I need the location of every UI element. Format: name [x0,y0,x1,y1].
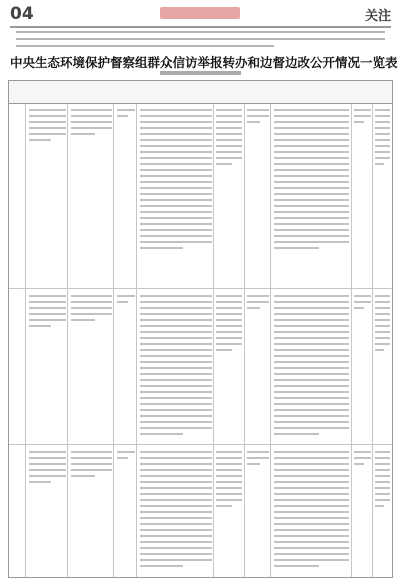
text-placeholder-line [71,319,96,321]
text-placeholder-line [375,109,390,111]
text-placeholder-line [140,421,212,423]
text-placeholder-line [216,469,242,471]
text-placeholder-line [274,553,350,555]
text-placeholder-line [216,475,242,477]
text-placeholder-line [140,547,212,549]
text-placeholder-line [216,151,242,153]
text-placeholder-line [375,301,390,303]
text-placeholder-line [71,469,112,471]
text-placeholder-line [375,463,390,465]
text-placeholder-line [29,139,52,141]
text-placeholder-line [354,307,364,309]
text-placeholder-line [140,349,212,351]
text-placeholder-line [274,139,350,141]
text-placeholder-line [274,457,350,459]
text-placeholder-line [29,121,67,123]
text-placeholder-line [216,115,242,117]
text-placeholder-line [29,451,67,453]
text-placeholder-line [140,427,212,429]
text-placeholder-line [274,175,350,177]
text-placeholder-line [216,307,242,309]
text-placeholder-line [140,565,183,567]
text-placeholder-line [216,499,242,501]
text-placeholder-line [71,127,112,129]
text-placeholder-line [29,109,67,111]
text-placeholder-line [274,295,350,297]
text-placeholder-line [140,187,212,189]
text-placeholder-line [216,331,242,333]
text-placeholder-line [140,385,212,387]
text-placeholder-line [274,319,350,321]
text-placeholder-line [140,157,212,159]
text-placeholder-line [274,433,320,435]
text-placeholder-line [140,169,212,171]
text-placeholder-line [216,163,232,165]
text-placeholder-line [216,343,242,345]
text-placeholder-line [71,121,112,123]
text-placeholder-line [140,319,212,321]
text-placeholder-line [247,121,260,123]
text-placeholder-line [140,367,212,369]
text-placeholder-line [274,325,350,327]
text-placeholder-line [274,397,350,399]
text-placeholder-line [216,505,232,507]
text-placeholder-line [375,121,390,123]
text-placeholder-line [375,349,384,351]
text-placeholder-line [140,535,212,537]
text-placeholder-line [216,319,242,321]
text-placeholder-line [274,487,350,489]
text-placeholder-line [375,331,390,333]
text-placeholder-line [140,475,212,477]
text-placeholder-line [140,403,212,405]
text-placeholder-line [375,499,390,501]
text-placeholder-line [274,481,350,483]
text-placeholder-line [140,505,212,507]
text-placeholder-line [274,163,350,165]
text-placeholder-line [140,553,212,555]
text-placeholder-line [140,433,183,435]
text-placeholder-line [375,295,390,297]
text-placeholder-line [140,121,212,123]
text-placeholder-line [140,325,212,327]
text-placeholder-line [29,325,52,327]
text-placeholder-line [375,475,390,477]
text-placeholder-line [140,307,212,309]
text-placeholder-line [140,151,212,153]
text-placeholder-line [140,481,212,483]
text-placeholder-line [274,421,350,423]
text-placeholder-line [29,457,67,459]
text-placeholder-line [140,139,212,141]
text-placeholder-line [29,475,67,477]
text-placeholder-line [354,109,370,111]
lede-paragraph [16,31,385,52]
text-placeholder-line [140,379,212,381]
text-placeholder-line [29,115,67,117]
text-placeholder-line [375,343,390,345]
text-placeholder-line [274,505,350,507]
text-placeholder-line [274,523,350,525]
text-placeholder-line [375,133,390,135]
text-placeholder-line [274,229,350,231]
headline: 中央生态环境保护督察组群众信访举报转办和边督边改公开情况一览表 [10,55,398,70]
text-placeholder-line [140,163,212,165]
text-placeholder-line [274,241,350,243]
text-placeholder-line [247,463,260,465]
text-placeholder-line [274,469,350,471]
text-placeholder-line [354,115,370,117]
text-placeholder-line [274,145,350,147]
text-placeholder-line [140,451,212,453]
text-placeholder-line [354,451,370,453]
text-placeholder-line [375,157,390,159]
text-placeholder-line [216,457,242,459]
text-placeholder-line [274,535,350,537]
text-placeholder-line [274,493,350,495]
text-placeholder-line [140,493,212,495]
masthead [10,4,391,26]
text-placeholder-line [140,199,212,201]
text-placeholder-line [29,301,67,303]
text-placeholder-line [274,133,350,135]
text-placeholder-line [140,133,212,135]
text-placeholder-line [140,373,212,375]
text-placeholder-line [140,127,212,129]
text-placeholder-line [274,403,350,405]
lede-line [16,31,385,33]
text-placeholder-line [140,361,212,363]
text-placeholder-line [274,115,350,117]
page-number: 04 [10,4,34,24]
text-placeholder-line [274,367,350,369]
text-placeholder-line [140,181,212,183]
text-placeholder-line [71,133,96,135]
text-placeholder-line [354,121,364,123]
text-placeholder-line [375,493,390,495]
text-placeholder-line [375,163,384,165]
text-placeholder-line [247,301,269,303]
text-placeholder-line [274,331,350,333]
text-placeholder-line [216,325,242,327]
text-placeholder-line [375,313,390,315]
text-placeholder-line [117,115,128,117]
text-placeholder-line [117,301,128,303]
text-placeholder-line [274,349,350,351]
text-placeholder-line [140,109,212,111]
text-placeholder-line [216,121,242,123]
text-placeholder-line [71,109,112,111]
text-placeholder-line [140,211,212,213]
text-placeholder-line [274,211,350,213]
text-placeholder-line [140,409,212,411]
text-placeholder-line [274,463,350,465]
complaint-table [8,80,393,578]
text-placeholder-line [29,481,52,483]
subheadline [160,71,241,75]
text-placeholder-line [216,295,242,297]
text-placeholder-line [140,559,212,561]
text-placeholder-line [274,361,350,363]
text-placeholder-line [140,175,212,177]
text-placeholder-line [71,463,112,465]
text-placeholder-line [375,139,390,141]
text-placeholder-line [274,199,350,201]
text-placeholder-line [274,187,350,189]
text-placeholder-line [274,127,350,129]
text-placeholder-line [140,235,212,237]
text-placeholder-line [140,457,212,459]
text-placeholder-line [274,451,350,453]
text-placeholder-line [274,409,350,411]
text-placeholder-line [274,355,350,357]
text-placeholder-line [375,127,390,129]
text-placeholder-line [140,499,212,501]
text-placeholder-line [29,469,67,471]
text-placeholder-line [247,451,269,453]
text-placeholder-line [247,457,269,459]
text-placeholder-line [117,295,135,297]
text-placeholder-line [216,451,242,453]
text-placeholder-line [375,337,390,339]
text-placeholder-line [274,223,350,225]
text-placeholder-line [29,319,67,321]
text-placeholder-line [140,217,212,219]
text-placeholder-line [274,499,350,501]
text-placeholder-line [71,475,96,477]
text-placeholder-line [216,157,242,159]
text-placeholder-line [216,463,242,465]
text-placeholder-line [274,109,350,111]
text-placeholder-line [140,115,212,117]
text-placeholder-line [274,193,350,195]
text-placeholder-line [71,301,112,303]
text-placeholder-line [140,511,212,513]
text-placeholder-line [29,463,67,465]
text-placeholder-line [274,547,350,549]
text-placeholder-line [140,469,212,471]
table-row [9,103,392,289]
text-placeholder-line [375,451,390,453]
text-placeholder-line [274,313,350,315]
text-placeholder-line [216,487,242,489]
text-placeholder-line [140,391,212,393]
text-placeholder-line [140,205,212,207]
text-placeholder-line [375,457,390,459]
text-placeholder-line [71,457,112,459]
text-placeholder-line [216,127,242,129]
text-placeholder-line [140,229,212,231]
text-placeholder-line [140,355,212,357]
text-placeholder-line [274,529,350,531]
text-placeholder-line [140,301,212,303]
text-placeholder-line [375,487,390,489]
text-placeholder-line [375,325,390,327]
text-placeholder-line [29,127,67,129]
text-placeholder-line [375,505,384,507]
text-placeholder-line [140,487,212,489]
text-placeholder-line [140,463,212,465]
text-placeholder-line [216,145,242,147]
section-label: 关注 [364,9,391,24]
text-placeholder-line [140,397,212,399]
text-placeholder-line [140,313,212,315]
text-placeholder-line [274,565,320,567]
text-placeholder-line [71,313,112,315]
text-placeholder-line [140,247,183,249]
text-placeholder-line [29,313,67,315]
text-placeholder-line [247,307,260,309]
text-placeholder-line [140,331,212,333]
text-placeholder-line [140,223,212,225]
text-placeholder-line [140,343,212,345]
text-placeholder-line [274,247,320,249]
text-placeholder-line [274,307,350,309]
text-placeholder-line [274,517,350,519]
text-placeholder-line [274,181,350,183]
text-placeholder-line [140,523,212,525]
text-placeholder-line [274,343,350,345]
text-placeholder-line [117,451,135,453]
text-placeholder-line [274,205,350,207]
text-placeholder-line [71,451,112,453]
text-placeholder-line [274,157,350,159]
masthead-rule [10,26,391,28]
text-placeholder-line [216,481,242,483]
text-placeholder-line [140,517,212,519]
text-placeholder-line [375,115,390,117]
text-placeholder-line [71,295,112,297]
text-placeholder-line [140,415,212,417]
text-placeholder-line [274,379,350,381]
text-placeholder-line [354,457,370,459]
text-placeholder-line [71,115,112,117]
text-placeholder-line [216,133,242,135]
text-placeholder-line [274,475,350,477]
text-placeholder-line [140,295,212,297]
text-placeholder-line [247,115,269,117]
text-placeholder-line [140,193,212,195]
text-placeholder-line [375,319,390,321]
text-placeholder-line [29,307,67,309]
text-placeholder-line [274,385,350,387]
text-placeholder-line [216,301,242,303]
text-placeholder-line [274,217,350,219]
text-placeholder-line [140,529,212,531]
text-placeholder-line [274,559,350,561]
text-placeholder-line [140,337,212,339]
text-placeholder-line [216,109,242,111]
text-placeholder-line [247,295,269,297]
text-placeholder-line [274,337,350,339]
text-placeholder-line [71,307,112,309]
text-placeholder-line [354,301,370,303]
text-placeholder-line [274,373,350,375]
text-placeholder-line [274,169,350,171]
text-placeholder-line [375,151,390,153]
text-placeholder-line [216,139,242,141]
text-placeholder-line [140,145,212,147]
newspaper-logo [160,7,240,19]
text-placeholder-line [216,337,242,339]
text-placeholder-line [274,541,350,543]
text-placeholder-line [274,235,350,237]
lede-line [16,38,385,40]
text-placeholder-line [29,295,67,297]
text-placeholder-line [375,307,390,309]
text-placeholder-line [140,541,212,543]
table-header-row [9,81,392,104]
text-placeholder-line [140,241,212,243]
text-placeholder-line [216,313,242,315]
text-placeholder-line [29,133,67,135]
text-placeholder-line [247,109,269,111]
text-placeholder-line [117,109,135,111]
text-placeholder-line [216,493,242,495]
text-placeholder-line [375,469,390,471]
text-placeholder-line [274,415,350,417]
text-placeholder-line [375,145,390,147]
text-placeholder-line [274,391,350,393]
text-placeholder-line [274,301,350,303]
text-placeholder-line [274,121,350,123]
text-placeholder-line [274,511,350,513]
text-placeholder-line [354,463,364,465]
text-placeholder-line [117,457,128,459]
text-placeholder-line [274,151,350,153]
text-placeholder-line [375,481,390,483]
lede-line [16,45,274,47]
text-placeholder-line [216,349,232,351]
text-placeholder-line [274,427,350,429]
text-placeholder-line [354,295,370,297]
